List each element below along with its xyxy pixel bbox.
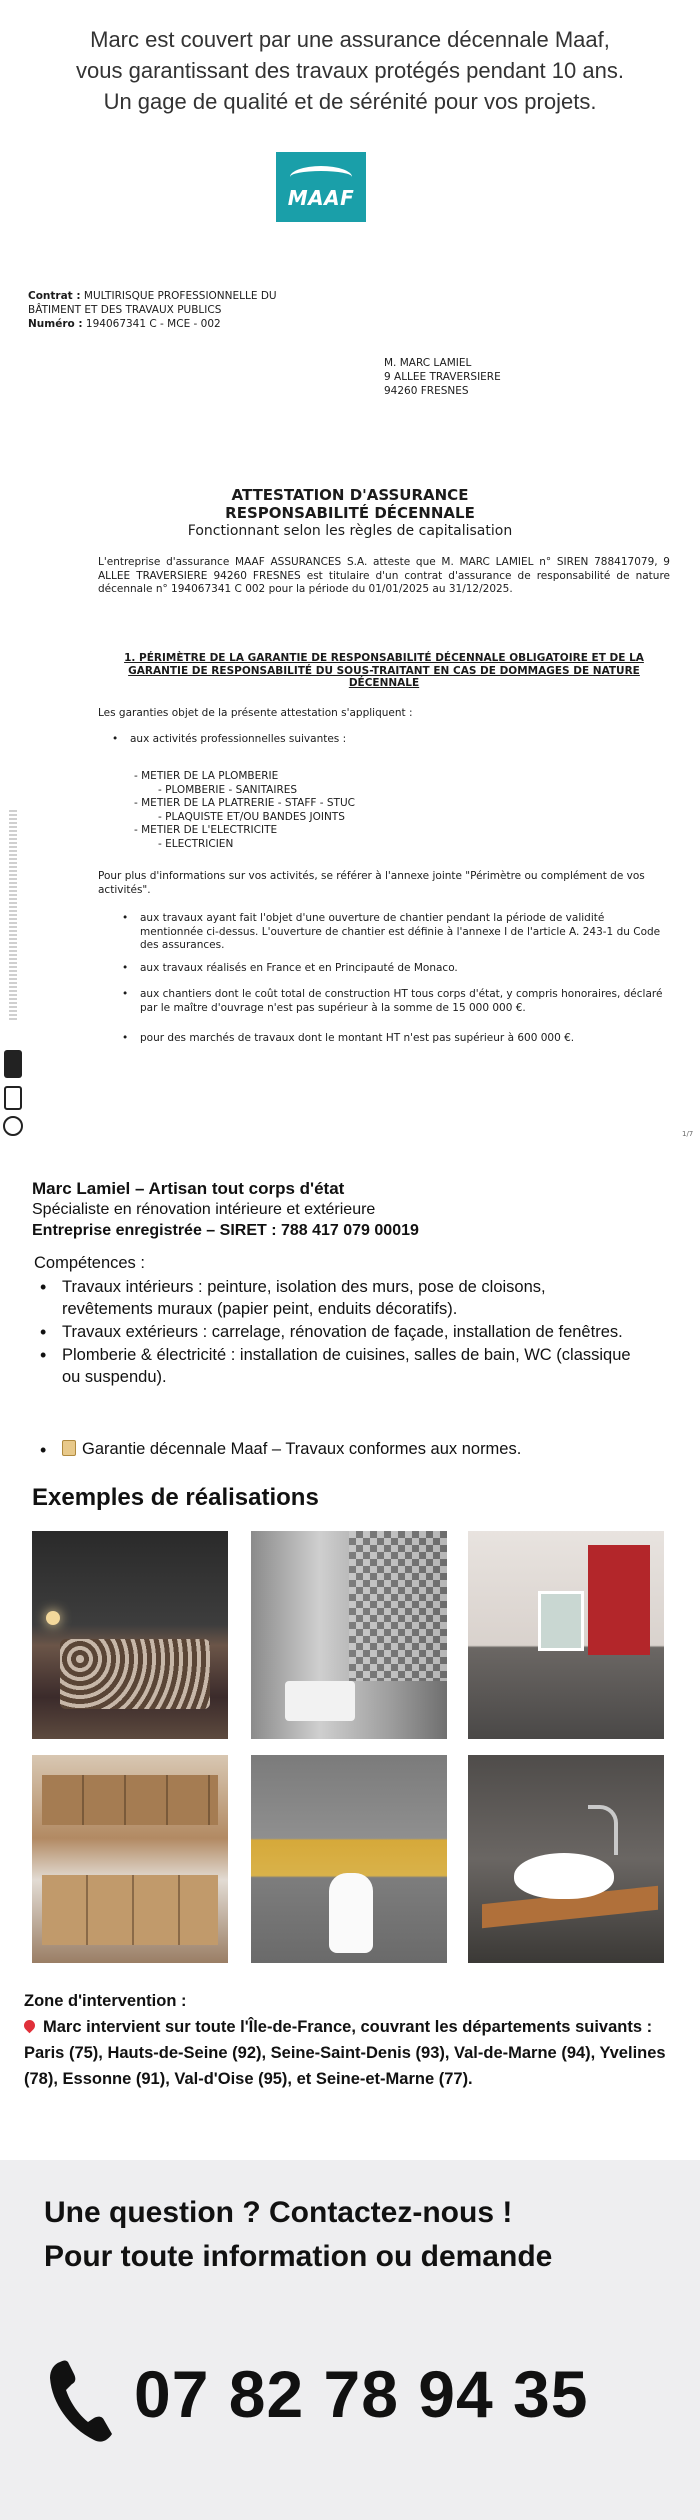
artisan-name: Marc Lamiel – Artisan tout corps d'état: [32, 1179, 345, 1198]
side-reference-strip: [6, 810, 20, 1020]
attestation-body: L'entreprise d'assurance MAAF ASSURANCES S.A. atteste que M. MARC LAMIEL n° SIREN 788417079, 9 ALLEE TRAVERSIERE 94260 FRESNES est titulaire d'un contrat d'assurance de responsabilité de nature décennale n° 194067341 C 002 pour la période du 01/01/2025 au 31/12/2025.: [98, 556, 670, 595]
more-info-text: Pour plus d'informations sur vos activités, se référer à l'annexe jointe "Périmètre ou complément de vos activités".: [98, 870, 645, 896]
activities-bullet: • aux activités professionnelles suivantes :: [130, 733, 346, 747]
lamp-shape: [46, 1611, 60, 1625]
intro-text: [0, 24, 700, 117]
example-photo-wc[interactable]: [251, 1755, 447, 1963]
trade-subitem: - PLAQUISTE ET/OU BANDES JOINTS: [158, 810, 345, 823]
counter-shape: [42, 1875, 218, 1945]
list-item: • Travaux extérieurs : carrelage, rénovation de façade, installation de fenêtres.: [62, 1321, 632, 1343]
condition-bullet: • pour des marchés de travaux dont le montant HT n'est pas supérieur à 600 000 €.: [140, 1032, 670, 1046]
artisan-specialty: Spécialiste en rénovation intérieure et extérieure: [32, 1201, 376, 1218]
contact-line: Pour toute information ou demande: [44, 2240, 553, 2273]
side-badge-icon: [4, 1050, 22, 1078]
page-number: 1/7: [682, 1130, 694, 1138]
side-seal-icon: [3, 1116, 23, 1136]
trades-list: [134, 770, 355, 851]
list-item: • Travaux intérieurs : peinture, isolation des murs, pose de cloisons, revêtements muraux (papier peint, enduits décoratifs).: [62, 1276, 632, 1320]
number-label: Numéro :: [28, 318, 83, 330]
logo-text: MAAF: [287, 186, 355, 210]
number-value: 194067341 C - MCE - 002: [85, 318, 221, 330]
intro-line: vous garantissant des travaux protégés pendant 10 ans.: [76, 58, 624, 83]
trade-subitem: - PLOMBERIE - SANITAIRES: [158, 783, 298, 796]
trade-item: - METIER DE LA PLOMBERIE: [134, 770, 279, 782]
attestation-subtitle: Fonctionnant selon les règles de capitalisation: [187, 523, 513, 539]
trade-subitem: - ELECTRICIEN: [158, 837, 234, 850]
phone-icon: [46, 2356, 116, 2446]
condition-bullet: • aux travaux ayant fait l'objet d'une ouverture de chantier pendant la période de validité mentionnée ci-dessus. L'ouverture de chantier est définie à l'annexe I de l'article A. 243-1 du Code des assurances.: [140, 912, 670, 953]
basin-shape: [514, 1853, 614, 1899]
tap-shape: [588, 1805, 618, 1855]
contract-label: Contrat :: [28, 290, 81, 302]
tiles-shape: [349, 1531, 447, 1681]
contact-section: [0, 2160, 700, 2520]
section-title: 1. PÉRIMÈTRE DE LA GARANTIE DE RESPONSABILITÉ DÉCENNALE OBLIGATOIRE ET DE LA GARANTIE DE RESPONSABILITÉ DU SOUS-TRAITANT EN CAS DE DOMMAGES DE NATURE DÉCENNALE: [124, 652, 644, 689]
condition-bullet: • aux chantiers dont le coût total de construction HT tous corps d'état, y compris honoraires, déclaré par le maître d'ouvrage n'est pas supérieur à la somme de 15 000 000 €.: [140, 988, 670, 1015]
skills-list: [62, 1276, 632, 1389]
title-line: ATTESTATION D'ASSURANCE: [231, 486, 469, 504]
zone-departments: Paris (75), Hauts-de-Seine (92), Seine-Saint-Denis (93), Val-de-Marne (94), Yvelines (78), Essonne (91), Val-d'Oise (95), et Seine-et-Marne (77).: [24, 2044, 666, 2088]
cabinet-shape: [42, 1775, 218, 1825]
side-text-lines: [9, 810, 17, 1020]
example-photo-bedroom[interactable]: [32, 1531, 228, 1739]
maaf-logo: [276, 152, 366, 222]
examples-title: Exemples de réalisations: [32, 1484, 319, 1511]
skills-label: Compétences :: [34, 1254, 145, 1272]
artisan-info: [32, 1178, 672, 1241]
zone-line: Marc intervient sur toute l'Île-de-France, couvrant les départements suivants :: [43, 2018, 653, 2036]
guarantee-intro: Les garanties objet de la présente attestation s'appliquent :: [98, 707, 413, 719]
bed-shape: [60, 1639, 210, 1709]
attestation-title: [0, 486, 700, 522]
contract-value: MULTIRISQUE PROFESSIONNELLE DU BÂTIMENT ET DES TRAVAUX PUBLICS: [28, 290, 277, 316]
recipient-address: [384, 356, 501, 398]
toilet-shape: [329, 1873, 373, 1953]
intro-line: Un gage de qualité et de sérénité pour vos projets.: [103, 89, 597, 114]
scroll-icon: [62, 1440, 76, 1456]
guarantee-text: Garantie décennale Maaf – Travaux conformes aux normes.: [82, 1440, 522, 1458]
artisan-siret: Entreprise enregistrée – SIRET : 788 417 079 00019: [32, 1222, 419, 1239]
example-photo-kitchen[interactable]: [32, 1755, 228, 1963]
contact-line: Une question ? Contactez-nous !: [44, 2196, 513, 2229]
list-item: • Plomberie & électricité : installation de cuisines, salles de bain, WC (classique ou suspendu).: [62, 1344, 632, 1388]
example-photo-living-room[interactable]: [468, 1531, 664, 1739]
example-photo-bathroom[interactable]: [251, 1531, 447, 1739]
service-zone: [24, 1988, 684, 2092]
address-line: 94260 FRESNES: [384, 385, 469, 397]
trade-item: - METIER DE L'ELECTRICITE: [134, 824, 278, 836]
condition-bullet: • aux travaux réalisés en France et en Principauté de Monaco.: [140, 962, 670, 976]
address-line: 9 ALLEE TRAVERSIERE: [384, 371, 501, 383]
pin-icon: [22, 2018, 38, 2034]
zone-label: Zone d'intervention :: [24, 1992, 187, 2010]
side-stamp-icon: [4, 1086, 22, 1110]
guarantee-item: [62, 1440, 521, 1459]
intro-line: Marc est couvert par une assurance décennale Maaf,: [90, 27, 610, 52]
title-line: RESPONSABILITÉ DÉCENNALE: [225, 504, 475, 522]
window-shape: [538, 1591, 584, 1651]
address-line: M. MARC LAMIEL: [384, 357, 472, 369]
trade-item: - METIER DE LA PLATRERIE - STAFF - STUC: [134, 797, 355, 809]
contract-info: [28, 289, 328, 331]
sink-shape: [285, 1681, 355, 1721]
phone-number[interactable]: 07 82 78 94 35: [134, 2357, 589, 2431]
logo-swoosh-icon: [290, 166, 352, 188]
example-photo-basin[interactable]: [468, 1755, 664, 1963]
red-wall-shape: [588, 1545, 650, 1655]
